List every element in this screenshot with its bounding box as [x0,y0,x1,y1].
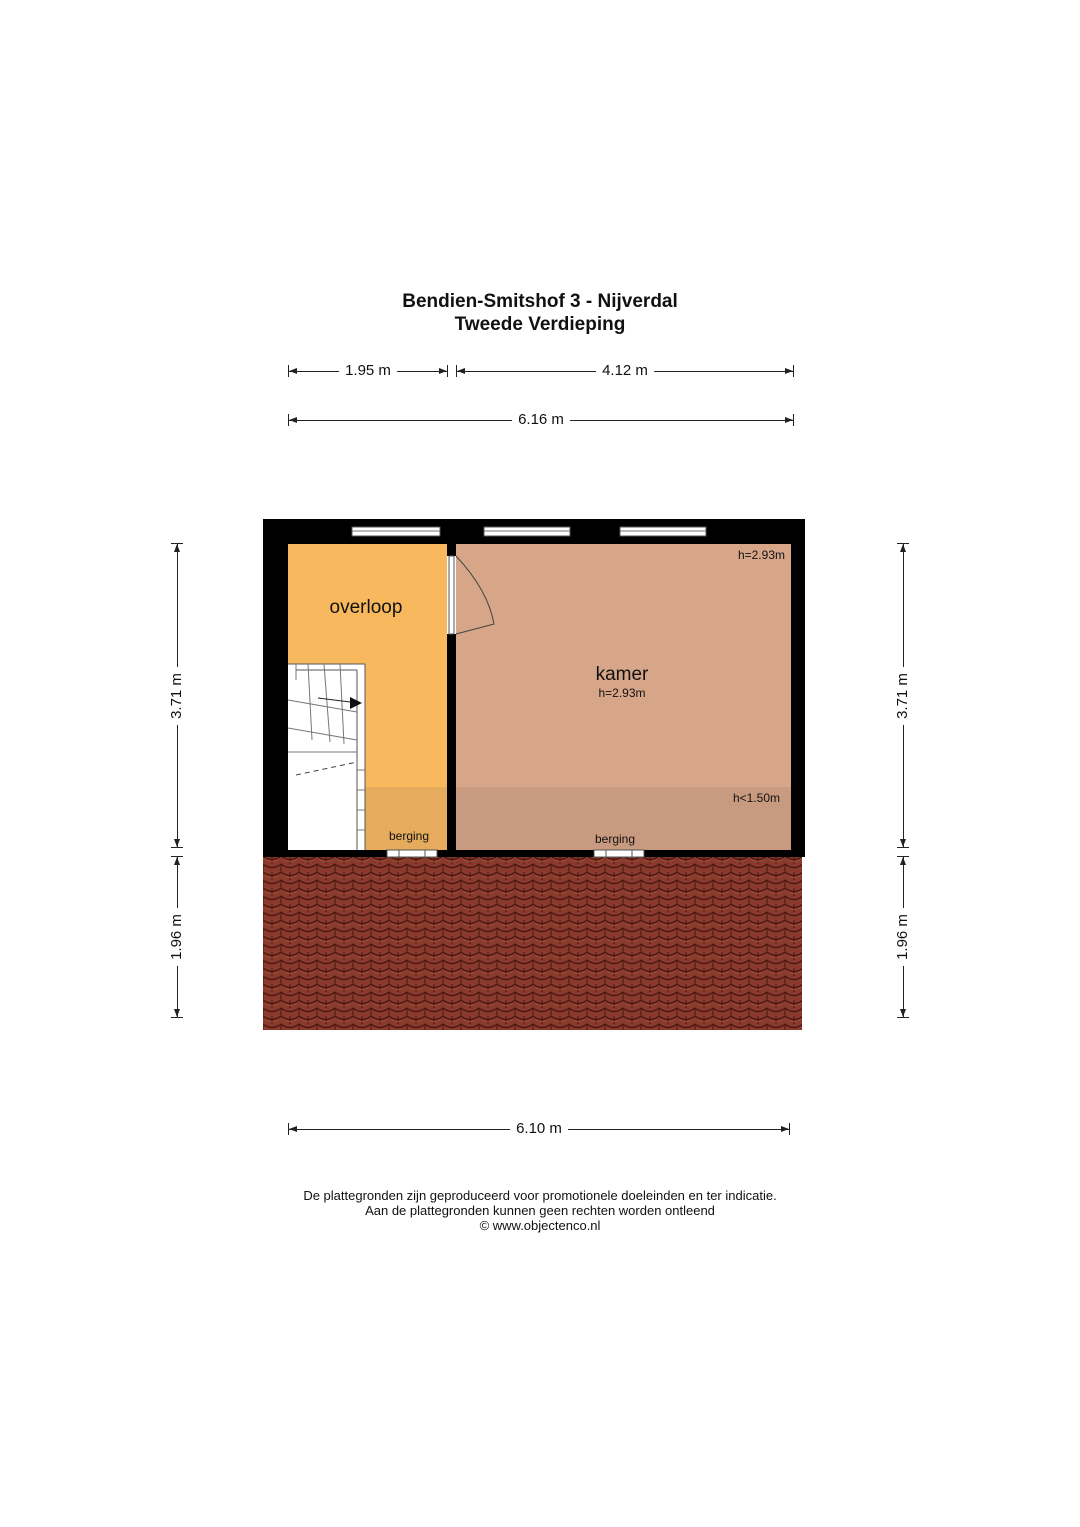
storage-label-right: berging [594,832,636,846]
staircase [288,664,365,850]
dimension-label: 1.96 m [167,908,187,966]
room-label-kamer: kamer [595,664,649,685]
hatch-left [387,850,437,857]
dimension-label: 6.16 m [512,410,570,430]
dimension-label: 3.71 m [167,667,187,725]
plan-title: Bendien-Smitshof 3 - Nijverdal [402,291,678,312]
dimension-label: 1.95 m [339,361,397,381]
storage-label-left: berging [388,829,430,843]
window-left [352,527,440,536]
window-right [620,527,706,536]
dimension-label: 3.71 m [893,667,913,725]
dimension-label: 1.96 m [893,908,913,966]
room-height-kamer: h=2.93m [598,686,646,700]
room-label-overloop: overloop [329,597,403,618]
copyright-line: © www.objectenco.nl [479,1218,601,1233]
hatch-right [594,850,644,857]
window-middle [484,527,570,536]
low-height-label: h<1.50m [732,791,780,805]
disclaimer-line-2: Aan de plattegronden kunnen geen rechten worden ontleend [365,1203,715,1218]
floor-subtitle: Tweede Verdieping [454,314,626,335]
dimension-label: 6.10 m [510,1119,568,1139]
dimension-label: 4.12 m [596,361,654,381]
roof-tiles [263,856,802,1030]
corner-height-label: h=2.93m [737,548,785,562]
disclaimer-line-1: De plattegronden zijn geproduceerd voor promotionele doeleinden en ter indicatie. [303,1188,777,1203]
